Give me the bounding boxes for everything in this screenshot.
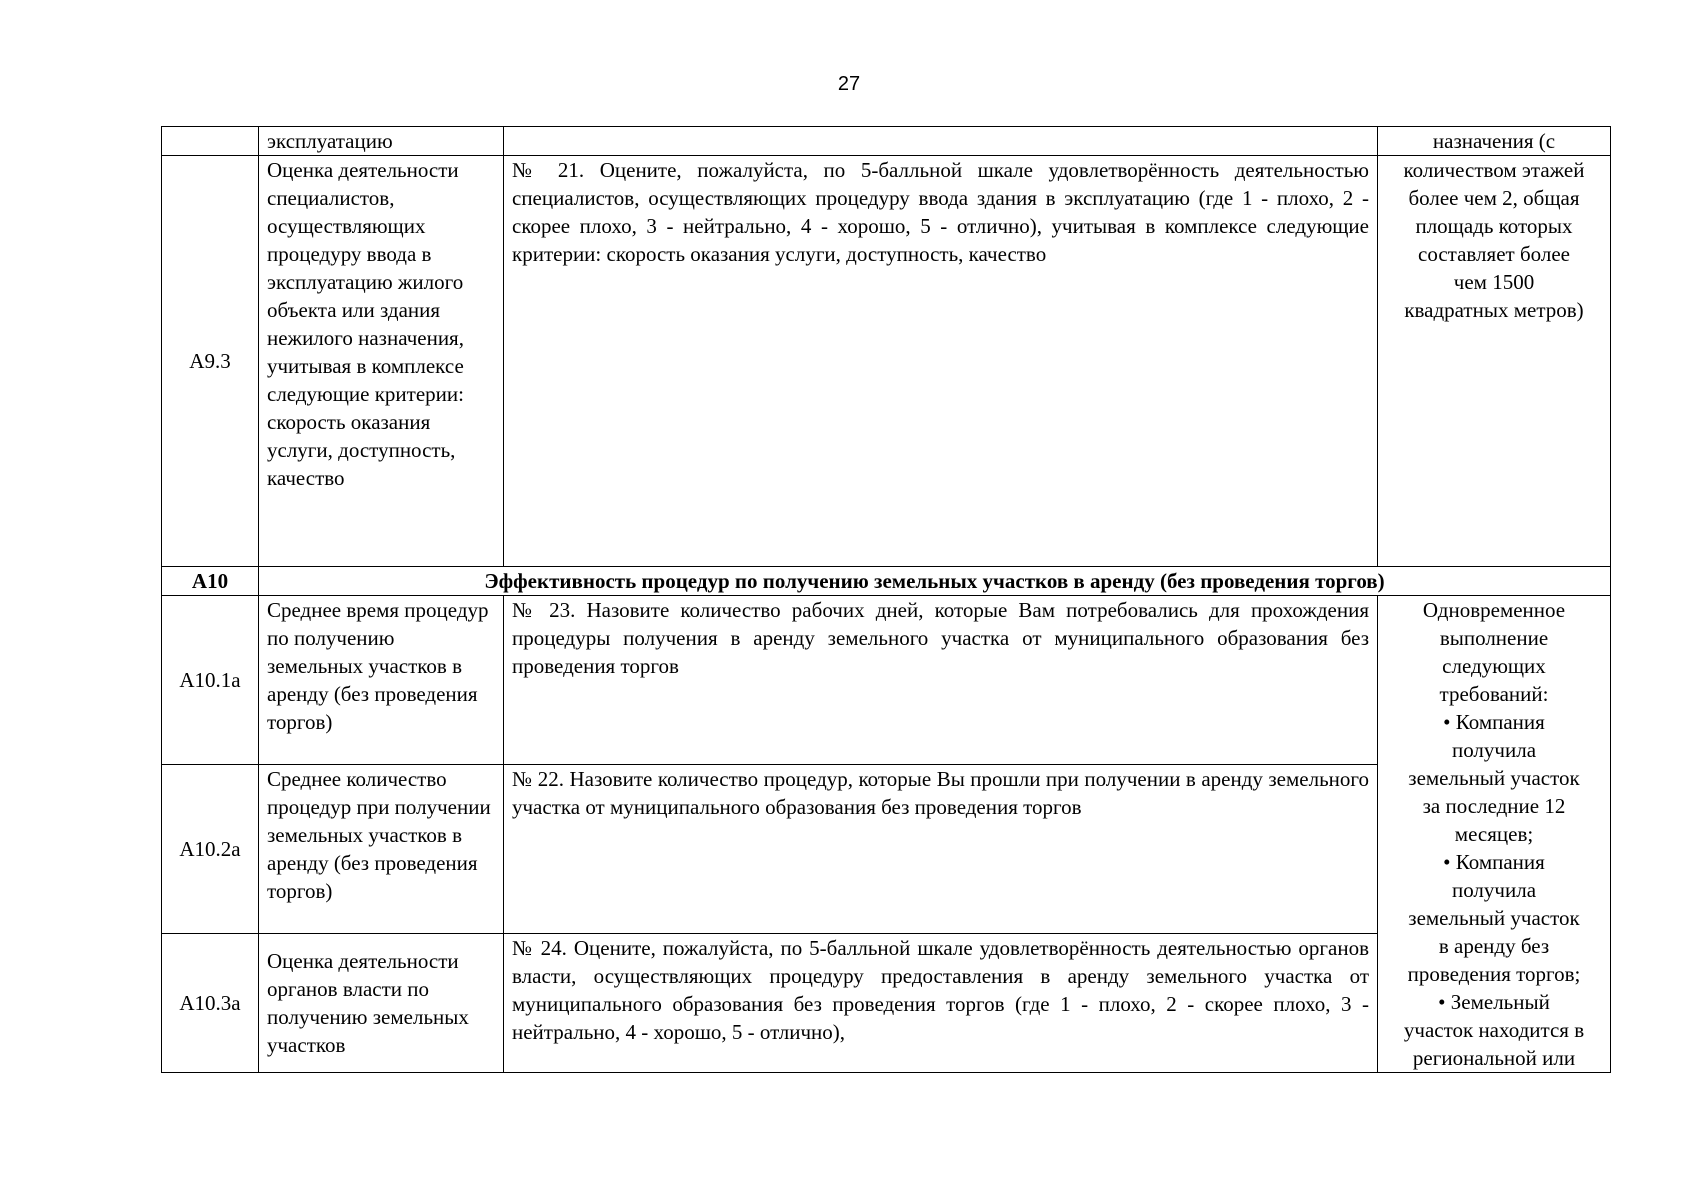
row-code: А10.1а (162, 596, 259, 765)
question-cell: № 24. Оцените, пожалуйста, по 5-балльной шкале удовлетворённость деятельностью органов власти, осуществляющих процедуру предоставления в аренду земельного участка от муниципального образования без проведения торгов (где 1 - плохо, 2 - скорее плохо, 3 - нейтрально, 4 - хорошо, 5 - отлично), (504, 934, 1378, 1073)
question-cell: № 22. Назовите количество процедур, которые Вы прошли при получении в аренду земельного участка от муниципального образования без проведения торгов (504, 765, 1378, 934)
row-code: А9.3 (162, 156, 259, 567)
question-cell: № 23. Назовите количество рабочих дней, которые Вам потребовались для прохождения процедуры получения в аренду земельного участка от муниципального образования без проведения торгов (504, 596, 1378, 765)
note-cell: назначения (с (1378, 127, 1611, 156)
indicator-cell: эксплуатацию (259, 127, 504, 156)
indicator-cell: Оценка деятельности органов власти по получению земельных участков (259, 934, 504, 1073)
table-row (162, 127, 1611, 156)
row-code: А10.2а (162, 765, 259, 934)
table-row (162, 596, 1611, 765)
indicators-table (161, 126, 1611, 1073)
row-code (162, 127, 259, 156)
question-cell (504, 127, 1378, 156)
row-code: А10.3а (162, 934, 259, 1073)
indicator-cell: Среднее количество процедур при получении земельных участков в аренду (без проведения торгов) (259, 765, 504, 934)
section-code: А10 (162, 567, 259, 596)
requirements-note-cell: Одновременное выполнение следующих требований: • Компания получила земельный участок за последние 12 месяцев; • Компания получила земельный участок в аренду без проведения торгов; • Земельный участок находится в региональной или (1378, 596, 1611, 1073)
section-header-row (162, 567, 1611, 596)
note-cell: количеством этажей более чем 2, общая площадь которых составляет более чем 1500 квадратных метров) (1378, 156, 1611, 567)
section-title: Эффективность процедур по получению земельных участков в аренду (без проведения торгов) (259, 567, 1611, 596)
question-cell: № 21. Оцените, пожалуйста, по 5-балльной шкале удовлетворённость деятельностью специалистов, осуществляющих процедуру ввода здания в эксплуатацию (где 1 - плохо, 2 - скорее плохо, 3 - нейтрально, 4 - хорошо, 5 - отлично), учитывая в комплексе следующие критерии: скорость оказания услуги, доступность, качество (504, 156, 1378, 567)
indicator-cell: Оценка деятельности специалистов, осуществляющих процедуру ввода в эксплуатацию жилого объекта или здания нежилого назначения, учитывая в комплексе следующие критерии: скорость оказания услуги, доступность, качество (259, 156, 504, 567)
indicator-cell: Среднее время процедур по получению земельных участков в аренду (без проведения торгов) (259, 596, 504, 765)
page-number: 27 (837, 73, 861, 95)
table-row (162, 156, 1611, 567)
